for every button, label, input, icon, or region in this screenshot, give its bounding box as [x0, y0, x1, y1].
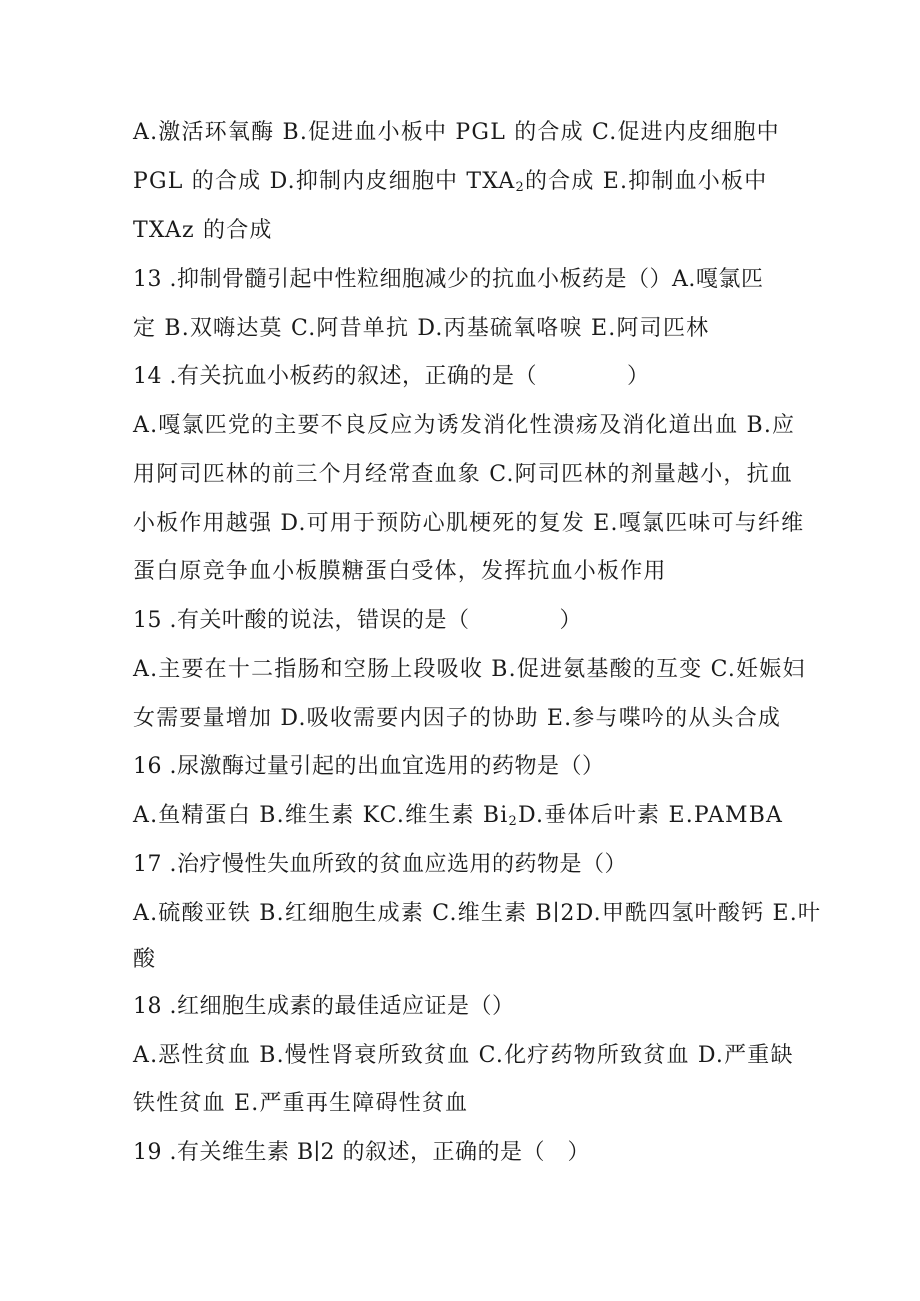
text-line: A.嘎氯匹党的主要不良反应为诱发消化性溃疡及消化道出血 B.应: [133, 413, 796, 438]
text-segment: PGL 的合成 D.抑制内皮细胞中 TXA: [133, 169, 516, 194]
text-segment: A.鱼精蛋白 B.维生素 KC.维生素 Bi: [133, 803, 509, 828]
text-line: A.激活环氧酶 B.促进血小板中 PGL 的合成 C.促进内皮细胞中: [133, 120, 780, 145]
text-line: 小板作用越强 D.可用于预防心肌梗死的复发 E.嘎氯匹味可与纤维: [133, 511, 805, 536]
question-14: 14 .有关抗血小板药的叙述，正确的是（ ）: [133, 364, 650, 389]
text-line: 定 B.双嗨达莫 C.阿昔单抗 D.丙基硫氧咯唳 E.阿司匹林: [133, 316, 710, 341]
text-line: 酸: [133, 947, 157, 972]
subscript: 2: [508, 814, 518, 829]
question-16: 16 .尿激酶过量引起的出血宜选用的药物是（）: [133, 754, 605, 779]
question-15: 15 .有关叶酸的说法，错误的是（ ）: [133, 608, 582, 633]
text-line: [133, 801, 793, 831]
text-segment: 的合成 E.抑制血小板中: [524, 169, 768, 194]
text-line: TXAz 的合成: [133, 218, 273, 243]
text-line: A.硫酸亚铁 B.红细胞生成素 C.维生素 B∣2D.甲酰四氢叶酸钙 E.叶: [133, 901, 822, 926]
text-line: A.恶性贫血 B.慢性肾衰所致贫血 C.化疗药物所致贫血 D.严重缺: [133, 1043, 794, 1068]
subscript: 2: [515, 180, 525, 195]
question-13: 13 .抑制骨髓引起中性粒细胞减少的抗血小板药是（）A.嘎氯匹: [133, 267, 764, 292]
text-line: A.主要在十二指肠和空肠上段吸收 B.促进氨基酸的互变 C.妊娠妇: [133, 657, 806, 682]
text-segment: D.垂体后叶素 E.PAMBA: [518, 803, 784, 828]
question-18: 18 .红细胞生成素的最佳适应证是（）: [133, 994, 515, 1019]
text-line: 蛋白原竞争血小板膜糖蛋白受体，发挥抗血小板作用: [133, 559, 667, 584]
text-line: 铁性贫血 E.严重再生障碍性贫血: [133, 1091, 469, 1116]
text-line: 用阿司匹林的前三个月经常查血象 C.阿司匹林的剂量越小，抗血: [133, 462, 794, 487]
question-17: 17 .治疗慢性失血所致的贫血应选用的药物是（）: [133, 852, 627, 877]
text-line: [133, 167, 793, 197]
question-19: 19 .有关维生素 B∣2 的叙述，正确的是（ ）: [133, 1140, 591, 1165]
text-line: 女需要量增加 D.吸收需要内因子的协助 E.参与喋吟的从头合成: [133, 706, 782, 731]
